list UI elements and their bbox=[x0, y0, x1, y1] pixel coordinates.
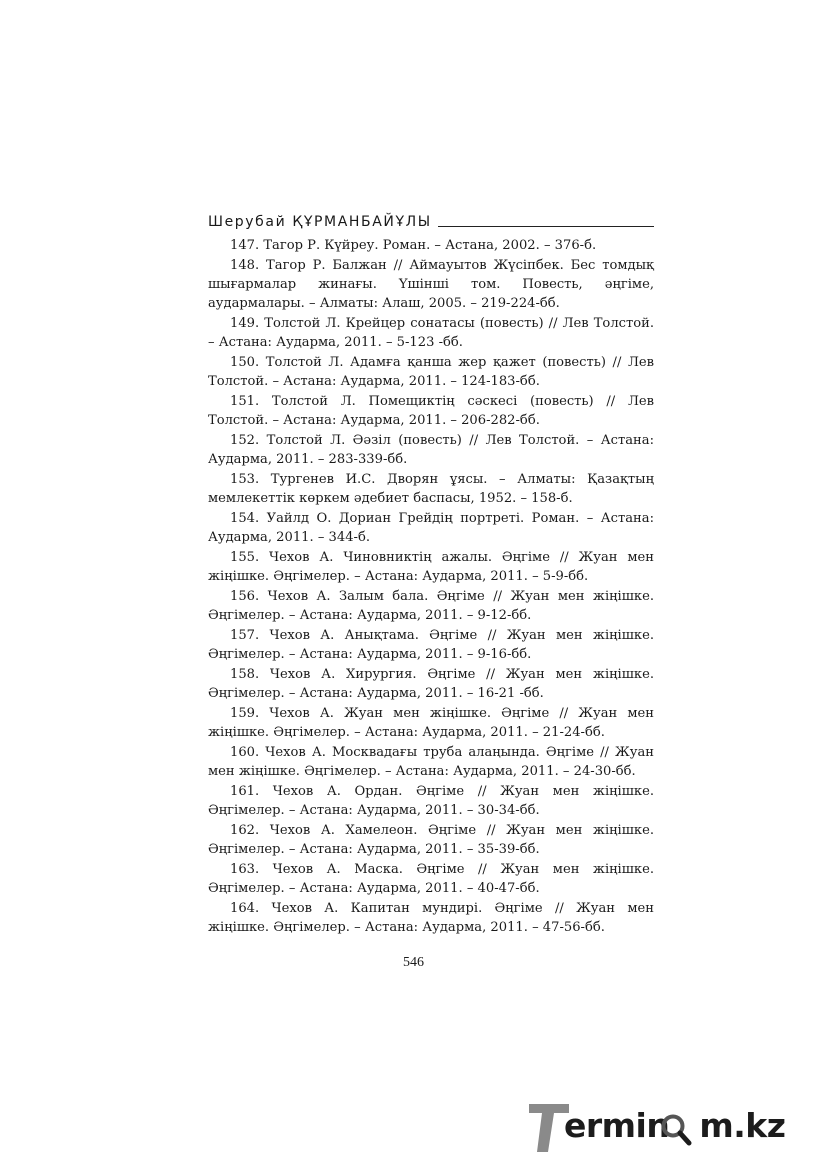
page-number: 546 bbox=[403, 955, 424, 970]
bibliography-entry: 154. Уайлд О. Дориан Грейдің портреті. Роман. – Астана: Аударма, 2011. – 344-б. bbox=[208, 511, 654, 545]
bibliography-entry: 152. Толстой Л. Әәзіл (повесть) // Лев Толстой. – Астана: Аударма, 2011. – 283-339-бб. bbox=[208, 433, 654, 467]
bibliography-entry: 149. Толстой Л. Крейцер сонатасы (повесть) // Лев Толстой. – Астана: Аударма, 2011. – 5-123 -бб. bbox=[208, 316, 654, 350]
bibliography-list bbox=[208, 236, 654, 938]
running-header bbox=[208, 209, 654, 231]
bibliography-entry: 162. Чехов А. Хамелеон. Әңгіме // Жуан мен жіңішке. Әңгімелер. – Астана: Аударма, 2011. – 35-39-бб. bbox=[208, 823, 654, 857]
bibliography-entry: 147. Тагор Р. Күйреу. Роман. – Астана, 2002. – 376-б. bbox=[230, 238, 597, 253]
bibliography-entry: 164. Чехов А. Капитан мундирі. Әңгіме // Жуан мен жіңішке. Әңгімелер. – Астана: Аударма, 2011. – 47-56-бб. bbox=[208, 901, 654, 935]
bibliography-entry: 148. Тагор Р. Балжан // Аймауытов Жүсіпбек. Бес томдық шығармалар жинағы. Үшінші том. Повесть, әңгіме, аудармалары. – Алматы: Алаш, 2005. – 219-224-бб. bbox=[208, 258, 654, 311]
watermark-suffix: m.kz bbox=[699, 1106, 786, 1145]
bibliography-entry: 156. Чехов А. Залым бала. Әңгіме // Жуан мен жіңішке. Әңгімелер. – Астана: Аударма, 2011. – 9-12-бб. bbox=[208, 589, 654, 623]
magnifier-icon bbox=[660, 1112, 694, 1148]
bibliography-entry: 160. Чехов А. Москвадағы труба алаңында. Әңгіме // Жуан мен жіңішке. Әңгімелер. – Астана: Аударма, 2011. – 24-30-бб. bbox=[208, 745, 654, 779]
termincom-watermark-logo bbox=[527, 1098, 817, 1158]
bibliography-entry: 163. Чехов А. Маска. Әңгіме // Жуан мен жіңішке. Әңгімелер. – Астана: Аударма, 2011. – 40-47-бб. bbox=[208, 862, 654, 896]
bibliography-entry: 158. Чехов А. Хирургия. Әңгіме // Жуан мен жіңішке. Әңгімелер. – Астана: Аударма, 2011. – 16-21 -бб. bbox=[208, 667, 654, 701]
bibliography-entry: 150. Толстой Л. Адамға қанша жер қажет (повесть) // Лев Толстой. – Астана: Аударма, 2011. – 124-183-бб. bbox=[208, 355, 654, 389]
bibliography-entry: 153. Тургенев И.С. Дворян ұясы. – Алматы: Қазақтың мемлекеттік көркем әдебиет баспасы, 1952. – 158-б. bbox=[208, 472, 654, 506]
bibliography-entry: 161. Чехов А. Ордан. Әңгіме // Жуан мен жіңішке. Әңгімелер. – Астана: Аударма, 2011. – 30-34-бб. bbox=[208, 784, 654, 818]
bibliography-entry: 157. Чехов А. Анықтама. Әңгіме // Жуан мен жіңішке. Әңгімелер. – Астана: Аударма, 2011. – 9-16-бб. bbox=[208, 628, 654, 662]
bibliography-entry: 151. Толстой Л. Помещиктің сәскесі (повесть) // Лев Толстой. – Астана: Аударма, 2011. – 206-282-бб. bbox=[208, 394, 654, 428]
header-author-title: Шерубай ҚҰРМАНБАЙҰЛЫ bbox=[208, 214, 432, 230]
bibliography-entry: 155. Чехов А. Чиновниктің ажалы. Әңгіме // Жуан мен жіңішке. Әңгімелер. – Астана: Аударма, 2011. – 5-9-бб. bbox=[208, 550, 654, 584]
bibliography-entry: 159. Чехов А. Жуан мен жіңішке. Әңгіме // Жуан мен жіңішке. Әңгімелер. – Астана: Аударма, 2011. – 21-24-бб. bbox=[208, 706, 654, 740]
watermark-prefix: ermin bbox=[564, 1106, 670, 1145]
header-rule bbox=[438, 226, 654, 227]
